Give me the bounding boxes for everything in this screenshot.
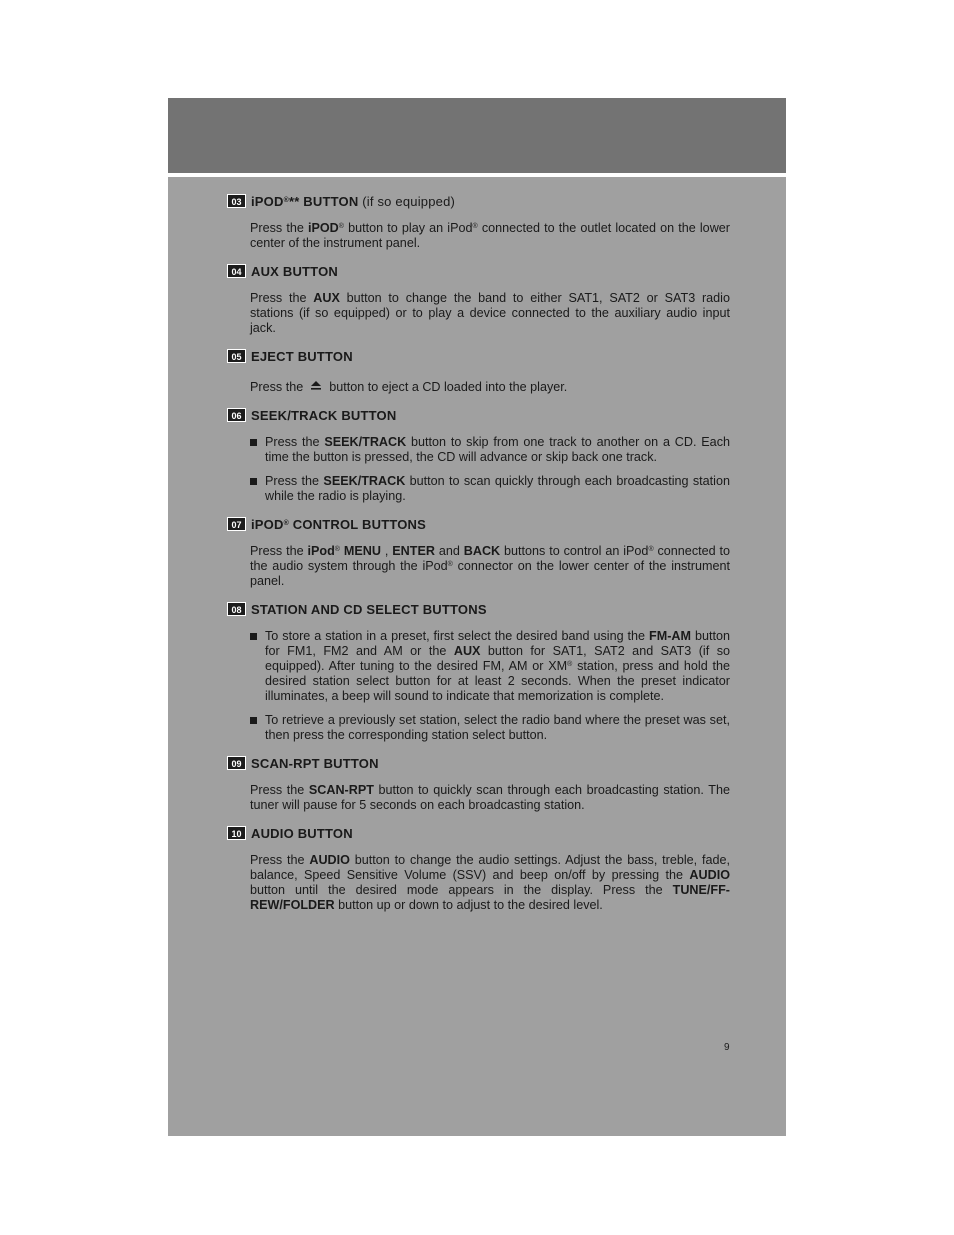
section-body: Press the AUDIO button to change the audio settings. Adjust the bass, treble, fade, balance, Speed Sensitive Volume (SSV) and beep on/off by pressing the AUDIO button until the desired mode appears in the display. Press the TUNE/FF-REW/FOLDER button up or down to adjust to the desired level.: [250, 853, 730, 912]
section-station-cd-select-buttons: [227, 599, 730, 743]
bullet-list: [250, 435, 730, 504]
section-heading: [227, 405, 730, 425]
list-item: Press the SEEK/TRACK button to scan quickly through each broadcasting station while the radio is playing.: [250, 474, 730, 504]
section-body: Press the iPod® MENU , ENTER and BACK buttons to control an iPod® connected to the audio system through the iPod® connector on the lower center of the instrument panel.: [250, 544, 731, 588]
square-bullet-icon: [250, 717, 257, 724]
section-heading: [227, 261, 730, 281]
section-body: Press the AUX button to change the band to either SAT1, SAT2 or SAT3 radio stations (if so equipped) or to play a device connected to the auxiliary audio input jack.: [250, 291, 730, 335]
section-title: SEEK/TRACK BUTTON: [251, 407, 397, 423]
section-heading: [227, 346, 730, 366]
section-body: Press the SCAN-RPT button to quickly scan through each broadcasting station. The tuner will pause for 5 seconds on each broadcasting station.: [250, 783, 730, 812]
section-title: AUDIO BUTTON: [251, 825, 353, 841]
section-title: STATION AND CD SELECT BUTTONS: [251, 601, 487, 617]
page-number: 9: [724, 1042, 730, 1053]
section-heading: [227, 599, 730, 619]
square-bullet-icon: [250, 478, 257, 485]
section-number-badge: 04: [227, 264, 246, 278]
section-number-badge: 08: [227, 602, 246, 616]
section-title: AUX BUTTON: [251, 263, 338, 279]
section-heading: [227, 514, 730, 534]
eject-icon: [307, 380, 325, 392]
section-heading: [227, 753, 730, 773]
section-heading: [227, 823, 730, 843]
list-item: To retrieve a previously set station, select the radio band where the preset was set, then press the corresponding station select button.: [250, 713, 730, 743]
square-bullet-icon: [250, 633, 257, 640]
section-aux-button: [227, 261, 730, 336]
section-title: iPOD® CONTROL BUTTONS: [251, 516, 427, 532]
section-number-badge: 06: [227, 408, 246, 422]
section-number-badge: 07: [227, 517, 246, 531]
section-title: SCAN-RPT BUTTON: [251, 755, 379, 771]
header-rule: [168, 173, 786, 177]
section-number-badge: 05: [227, 349, 246, 363]
header-band: [168, 98, 786, 173]
square-bullet-icon: [250, 439, 257, 446]
section-seek-track-button: [227, 405, 730, 504]
section-eject-button: [227, 346, 730, 395]
list-item: To store a station in a preset, first select the desired band using the FM-AM button for FM1, FM2 and AM or the AUX button for SAT1, SAT2 and SAT3 (if so equipped). After tuning to the desired FM, AM or XM® station, press and hold the desired station select button for at least 2 seconds. When the preset indicator illuminates, a beep will sound to indicate that memorization is complete.: [250, 629, 730, 704]
equipment-note: (if so equipped): [362, 193, 456, 209]
section-body: Press the button to eject a CD loaded into the player.: [250, 380, 568, 394]
section-number-badge: 10: [227, 826, 246, 840]
list-item: Press the SEEK/TRACK button to skip from one track to another on a CD. Each time the button is pressed, the CD will advance or skip back one track.: [250, 435, 730, 465]
section-title: iPOD®** BUTTON (if so equipped): [251, 193, 456, 209]
section-number-badge: 09: [227, 756, 246, 770]
section-number-badge: 03: [227, 194, 246, 208]
manual-page: [168, 98, 786, 1136]
section-ipod-control-buttons: [227, 514, 730, 589]
page-content: [227, 191, 730, 923]
bullet-list: [250, 629, 730, 743]
section-heading: [227, 191, 730, 211]
section-ipod-button: [227, 191, 730, 251]
section-body: Press the iPOD® button to play an iPod® connected to the outlet located on the lower center of the instrument panel.: [250, 221, 730, 250]
section-title: EJECT BUTTON: [251, 348, 353, 364]
section-scan-rpt-button: [227, 753, 730, 813]
section-audio-button: [227, 823, 730, 913]
